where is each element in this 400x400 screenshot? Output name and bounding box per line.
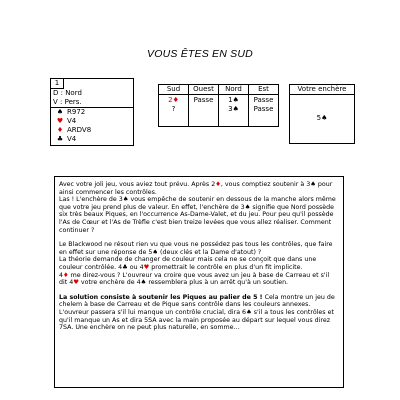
answer-value: 5♠ <box>316 114 328 122</box>
nord-bid-1: 1♠ <box>228 96 239 104</box>
header-est: Est <box>249 85 279 95</box>
diamond-icon: ♦ <box>56 126 64 134</box>
est-column <box>249 95 279 127</box>
hand-diamonds <box>53 126 131 135</box>
sud-bid-1: 2♦ <box>168 96 179 104</box>
hand-spades <box>53 108 131 117</box>
diamond-cards: ARDV8 <box>67 126 92 134</box>
club-cards: V4 <box>67 135 77 143</box>
paragraph-1: Avec votre joli jeu, vous aviez tout prévu. Après 2♦, vous comptiez soutenir à 3♠ pour ainsi commencer les contrôles. <box>59 181 333 196</box>
est-bid-2: Passe <box>253 105 274 113</box>
heart-icon: ♥ <box>56 117 64 125</box>
club-icon: ♣ <box>56 135 64 143</box>
header-sud: Sud <box>159 85 189 95</box>
paragraph-3b: La théorie demande de changer de couleur mais cela ne se conçoit que dans une couleur contrôlée. 4♣ ou 4♥ promettrait le contrôle en plus d'un fit implicite. <box>59 256 317 271</box>
paragraph-4: La solution consiste à soutenir les Piques au palier de 5 ! Cela montre un jeu de chelem à base de Carreau et de Pique sans contrôle dans les couleurs annexes. L'ouvreur passera s'il lui manque un contrôle crucial, dira 6♠ s'il a tous les contrôles et qu'il manque un As et dira 5SA avec la main proposée au départ sur lequel vous direz 7SA. Une enchère on ne peut plus naturelle, en somme… <box>59 293 335 332</box>
nord-bid-2: 3♠ <box>228 105 239 113</box>
spade-cards: R972 <box>67 108 86 116</box>
bidding-table <box>158 84 279 127</box>
vulnerability-label: V : Pers. <box>53 98 82 106</box>
hand-clubs <box>53 135 131 144</box>
header-nord: Nord <box>219 85 249 95</box>
nord-column <box>219 95 249 127</box>
paragraph-3: Le Blackwood ne résout rien vu que vous ne possédez pas tous les contrôles, que faire en effet sur une réponse de 5♠ (deux clés et la Dame d'atout) ? <box>59 241 333 256</box>
explanation-text <box>54 176 344 388</box>
sud-column <box>159 95 189 127</box>
answer-header: Votre enchère <box>290 85 354 95</box>
deal-number: 1 <box>51 79 64 89</box>
spade-icon: ♠ <box>56 108 64 116</box>
dealer-label: D : Nord <box>53 89 82 97</box>
bidding-header-row <box>159 85 279 95</box>
paragraph-3c: 4♦ me direz-vous ? L'ouvreur va croire que vous avez un jeu à base de Carreau et s'il dit 4♥ votre enchère de 4♠ ressemblera plus à un arrêt qu'à un soutien. <box>59 271 330 287</box>
answer-box <box>289 84 355 144</box>
sud-bid-2: ? <box>171 105 176 113</box>
est-bid-1: Passe <box>253 96 274 104</box>
deal-info <box>51 89 133 108</box>
south-hand <box>51 108 133 145</box>
page-title: VOUS ÊTES EN SUD <box>147 48 253 60</box>
deal-box <box>50 78 134 146</box>
ouest-bid-2: Passe <box>193 96 214 104</box>
paragraph-2: Las ! L'enchère de 3♠ vous empêche de soutenir en dessous de la manche alors même que votre jeu prend plus de valeur. En effet, l'enchère de 3♠ signifie que Nord possède six très beaux Piques, en l'occurrence As-Dame-Valet, et du jeu. Pour peu qu'il possède l'As de Cœur et l'As de Trèfle c'est bien treize levées que vous allez réaliser. Comment continuer ? <box>59 196 336 234</box>
header-ouest: Ouest <box>189 85 219 95</box>
ouest-column <box>189 95 219 127</box>
hand-hearts <box>53 117 131 126</box>
heart-cards: V4 <box>67 117 77 125</box>
bidding-body-row <box>159 95 279 127</box>
